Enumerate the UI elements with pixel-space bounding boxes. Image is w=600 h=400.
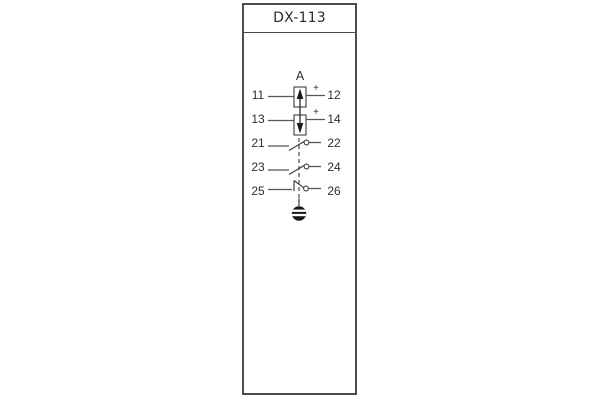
terminal-label-21: 21 xyxy=(251,135,265,150)
test-button-symbol xyxy=(291,199,307,221)
armature-arrow xyxy=(297,89,304,134)
terminal-label-11: 11 xyxy=(251,87,265,102)
armature-label: A xyxy=(295,68,305,83)
relay-circuit-diagram xyxy=(242,3,357,395)
terminal-label-12: 12 xyxy=(327,87,341,102)
terminal-label-13: 13 xyxy=(251,111,265,126)
terminal-label-23: 23 xyxy=(251,159,265,174)
contact-symbol-open-2 xyxy=(268,164,321,174)
contact-symbol-closed xyxy=(268,181,321,192)
polarity-plus-row1: + xyxy=(313,83,319,94)
polarity-plus-row2: + xyxy=(313,107,319,118)
coil-symbol-down xyxy=(268,115,325,135)
terminal-label-14: 14 xyxy=(327,111,341,126)
terminal-label-26: 26 xyxy=(327,183,341,198)
terminal-label-24: 24 xyxy=(327,159,341,174)
relay-model-title: DX-113 xyxy=(273,9,326,26)
contact-symbol-open-1 xyxy=(268,140,321,150)
terminal-label-25: 25 xyxy=(251,183,265,198)
terminal-label-22: 22 xyxy=(327,135,341,150)
